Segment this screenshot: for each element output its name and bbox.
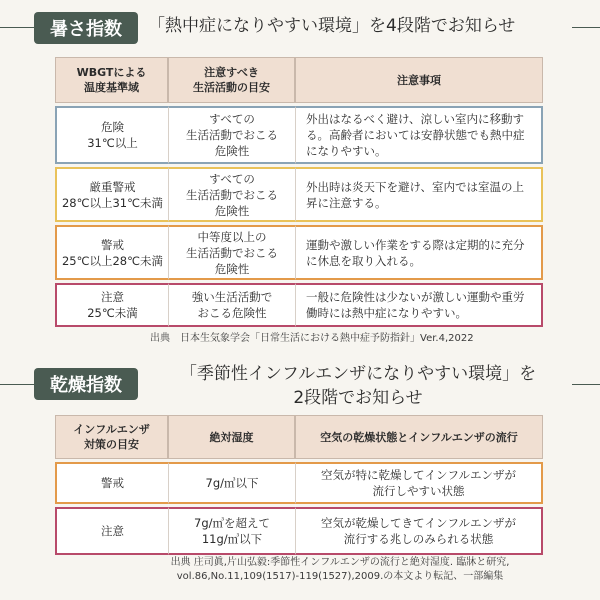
heat-header-activity: 注意すべき 生活活動の目安 <box>168 57 295 103</box>
heat-row-caution <box>55 283 543 327</box>
heat-level: 厳重警戒 28℃以上31℃未満 <box>55 167 168 222</box>
heat-row-danger <box>55 106 543 164</box>
heat-note: 外出時は炎天下を避け、室内では室温の上 昇に注意する。 <box>295 167 543 222</box>
dry-note: 空気が特に乾燥してインフルエンザが 流行しやすい状態 <box>295 462 543 504</box>
heat-rule-right <box>572 27 600 28</box>
heat-note: 外出はなるべく避け、涼しい室内に移動す る。高齢者においては安静状態でも熱中症 になりやすい。 <box>295 106 543 164</box>
heat-header-note: 注意事項 <box>295 57 543 103</box>
heat-rule-left <box>0 27 34 28</box>
dry-humidity: 7g/㎥を超えて 11g/㎥以下 <box>168 507 295 555</box>
heat-table <box>55 57 543 327</box>
dry-note: 空気が乾燥してきてインフルエンザが 流行する兆しのみられる状態 <box>295 507 543 555</box>
heat-tag: 暑さ指数 <box>34 12 138 44</box>
dry-table <box>55 415 543 555</box>
dry-headline-line2: 2段階でお知らせ <box>293 388 423 408</box>
heat-activity: すべての 生活活動でおこる 危険性 <box>168 167 295 222</box>
dry-header-note: 空気の乾燥状態とインフルエンザの流行 <box>295 415 543 459</box>
heat-row-warning <box>55 225 543 280</box>
dry-row-caution <box>55 507 543 555</box>
dry-level: 警戒 <box>55 462 168 504</box>
dry-humidity: 7g/㎥以下 <box>168 462 295 504</box>
dry-rule-right <box>572 384 600 385</box>
dry-source-line2: vol.86,No.11,109(1517)-119(1527),2009.の本文より転記、一部編集 <box>176 571 504 582</box>
heat-level: 危険 31℃以上 <box>55 106 168 164</box>
dry-row-warning <box>55 462 543 504</box>
heat-note: 一般に危険性は少ないが激しい運動や重労 働時には熱中症になりやすい。 <box>295 283 543 327</box>
dry-tag: 乾燥指数 <box>34 368 138 400</box>
heat-level: 警戒 25℃以上28℃未満 <box>55 225 168 280</box>
heat-activity: すべての 生活活動でおこる 危険性 <box>168 106 295 164</box>
heat-level: 注意 25℃未満 <box>55 283 168 327</box>
dry-header-humidity: 絶対湿度 <box>168 415 295 459</box>
heat-note: 運動や激しい作業をする際は定期的に充分 に休息を取り入れる。 <box>295 225 543 280</box>
dry-headline-line1: 「季節性インフルエンザになりやすい環境」を <box>179 364 537 384</box>
heat-activity: 中等度以上の 生活活動でおこる 危険性 <box>168 225 295 280</box>
heat-header-level: WBGTによる 温度基準域 <box>55 57 168 103</box>
dry-level: 注意 <box>55 507 168 555</box>
dry-header-level: インフルエンザ 対策の目安 <box>55 415 168 459</box>
heat-row-severe <box>55 167 543 222</box>
dry-source <box>110 556 570 584</box>
dry-headline <box>148 362 568 410</box>
heat-source: 出典 日本生気象学会「日常生活における熱中症予防指針」Ver.4,2022 <box>150 333 474 344</box>
heat-activity: 強い生活活動で おこる危険性 <box>168 283 295 327</box>
dry-rule-left <box>0 384 34 385</box>
dry-source-line1: 出典 庄司眞,片山弘毅:季節性インフルエンザの流行と絶対湿度. 臨牀と研究, <box>170 557 510 568</box>
heat-headline: 「熱中症になりやすい環境」を4段階でお知らせ <box>148 16 516 36</box>
